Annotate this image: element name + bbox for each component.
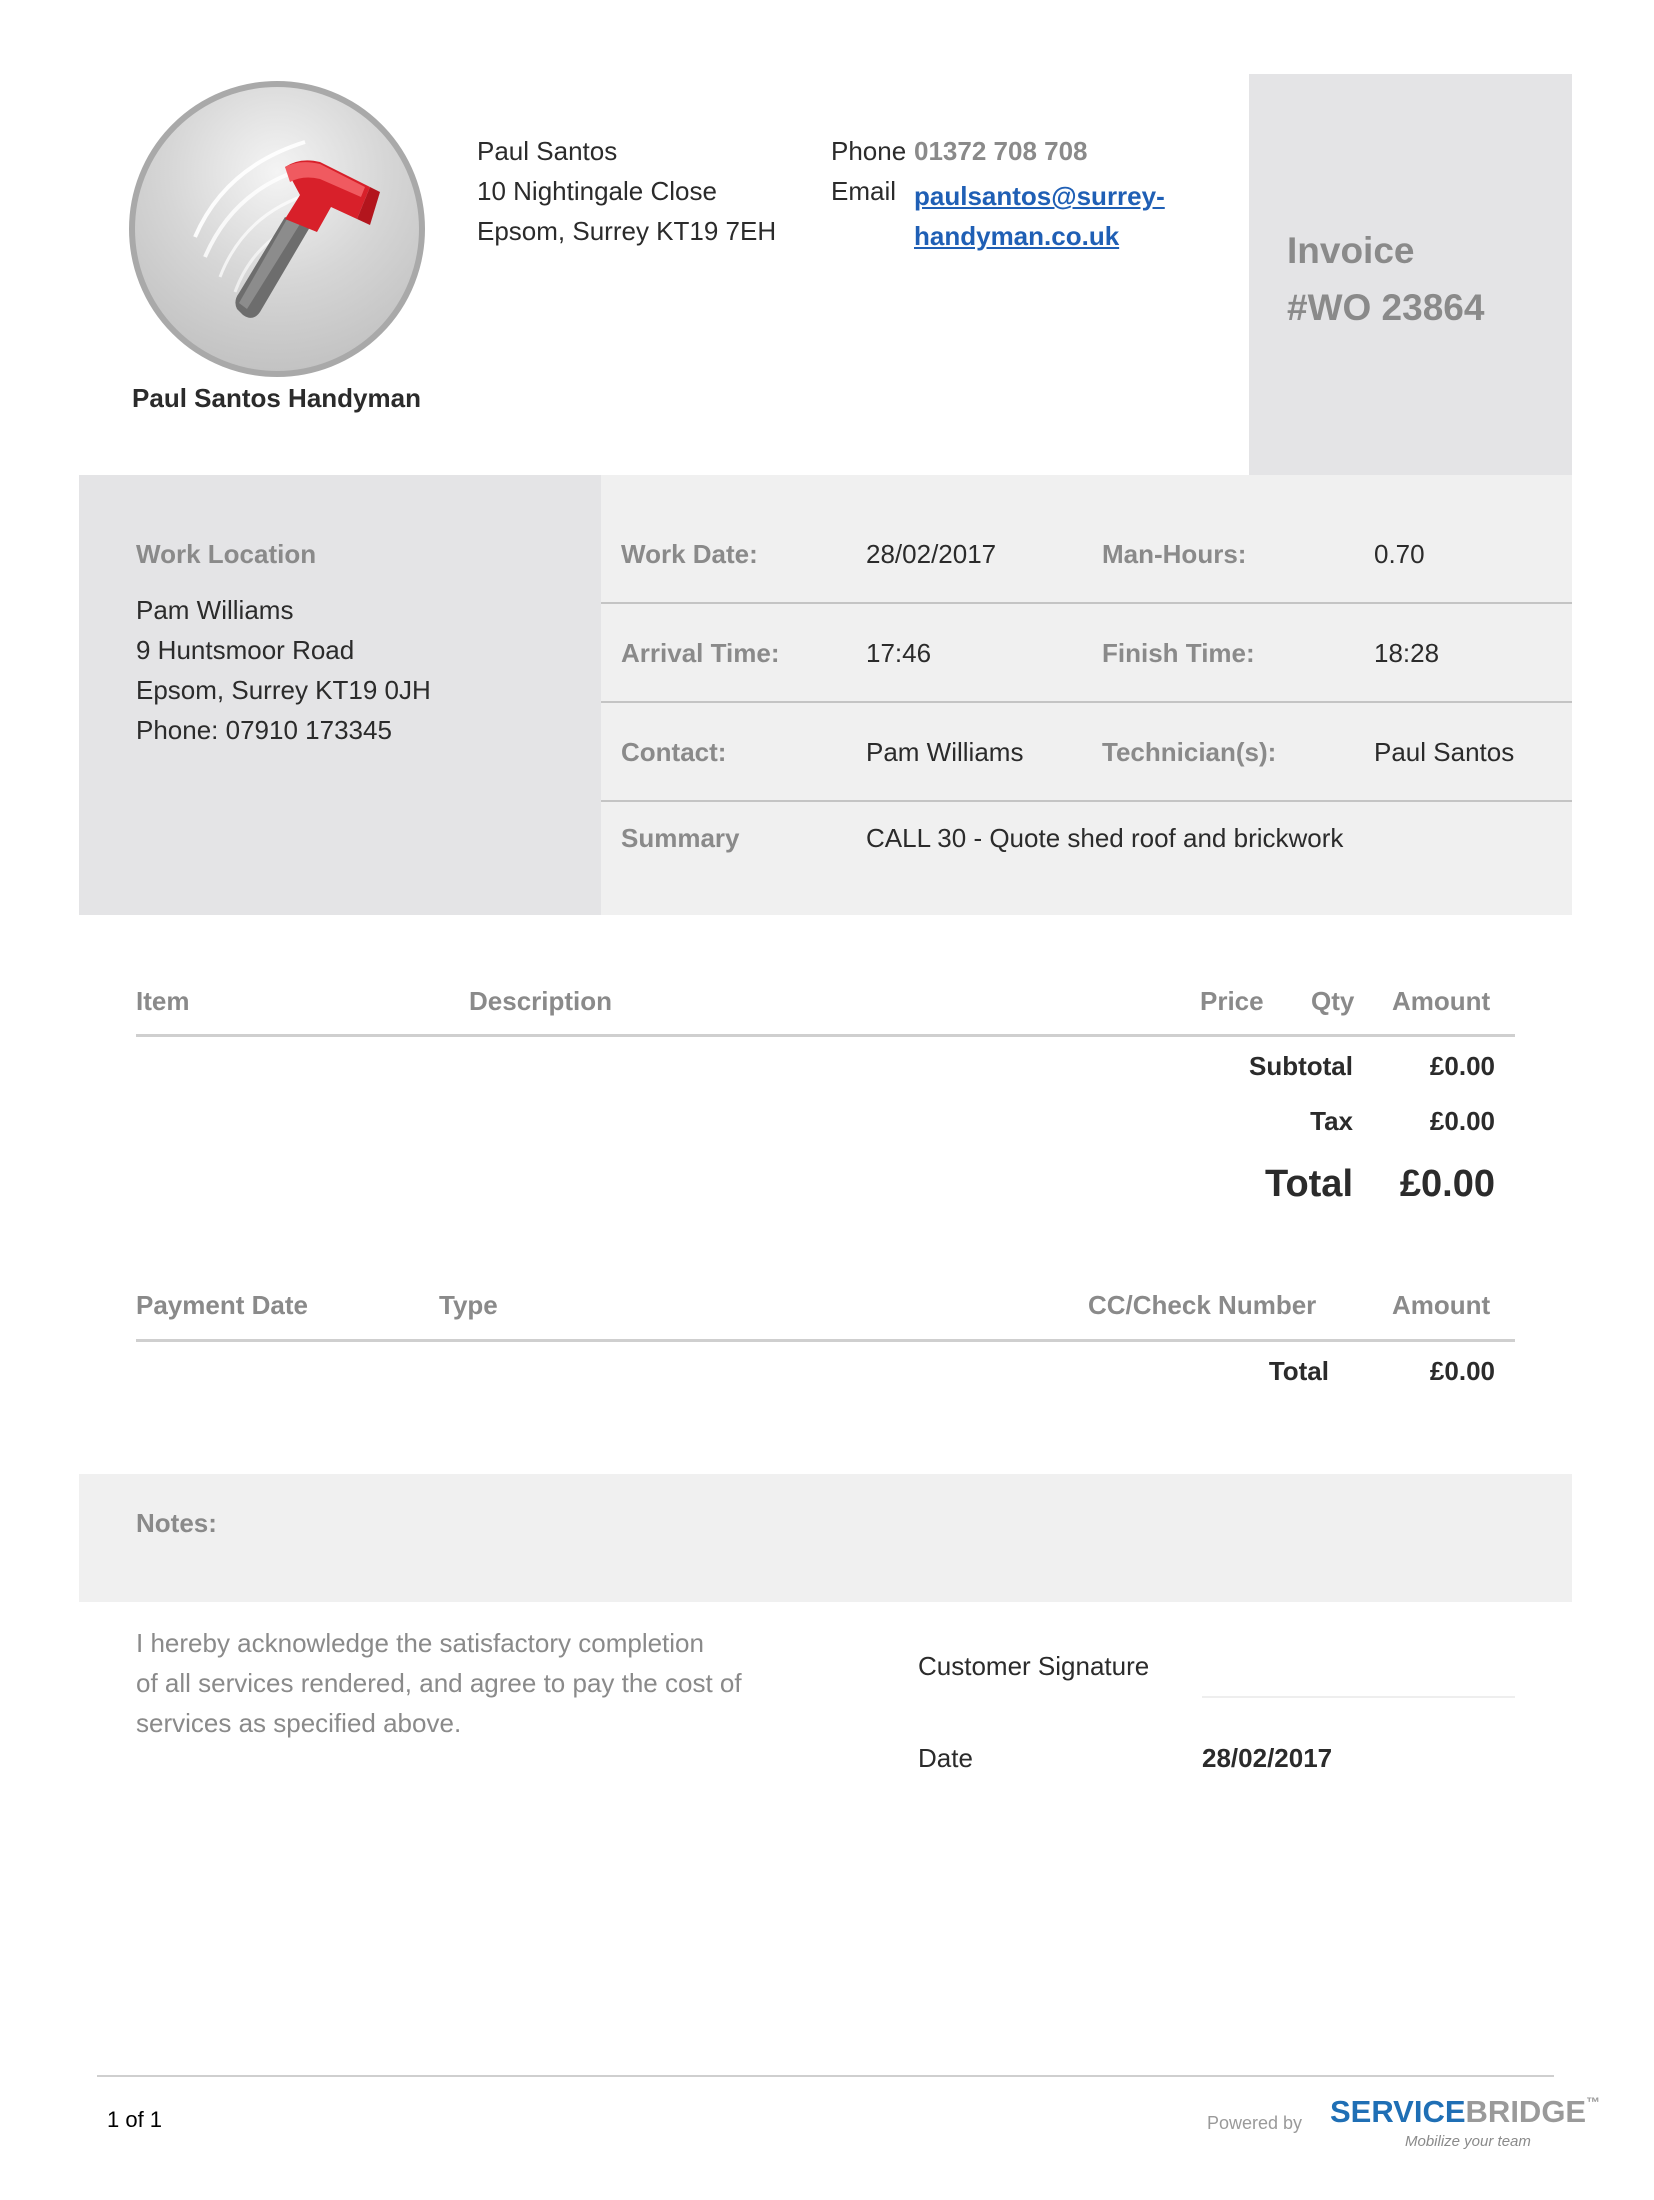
man-hours-label: Man-Hours: xyxy=(1102,539,1247,569)
payments-header-rule xyxy=(136,1339,1515,1342)
work-location-title: Work Location xyxy=(136,539,317,569)
acknowledgement-line-2: of all services rendered, and agree to pay the cost of xyxy=(136,1668,742,1698)
finish-time-value: 18:28 xyxy=(1374,638,1440,668)
acknowledgement-line-1: I hereby acknowledge the satisfactory completion xyxy=(136,1628,704,1658)
company-logo xyxy=(129,81,425,377)
items-header-qty: Qty xyxy=(1311,986,1355,1016)
brand-part-2: BRIDGE xyxy=(1465,2094,1587,2129)
email-line-2: handyman.co.uk xyxy=(914,221,1120,251)
man-hours-value: 0.70 xyxy=(1374,539,1425,569)
items-header-price: Price xyxy=(1200,986,1264,1016)
notes-label: Notes: xyxy=(136,1508,217,1538)
powered-by-label: Powered by xyxy=(1207,2113,1303,2133)
invoice-title-line-1: Invoice xyxy=(1287,230,1415,271)
payments-total-label: Total xyxy=(1268,1356,1329,1386)
phone-label: Phone xyxy=(831,136,907,166)
arrival-time-label: Arrival Time: xyxy=(621,638,780,668)
arrival-time-value: 17:46 xyxy=(866,638,932,668)
servicebridge-logo xyxy=(1330,2094,1600,2130)
row-divider xyxy=(601,701,1572,703)
company-name: Paul Santos Handyman xyxy=(132,383,421,413)
page-number: 1 of 1 xyxy=(107,2107,163,2132)
company-address-line-1: Paul Santos xyxy=(477,136,618,166)
payments-header-cc-number: CC/Check Number xyxy=(1088,1290,1317,1320)
technician-value: Paul Santos xyxy=(1374,737,1515,767)
row-divider xyxy=(601,800,1572,802)
work-location-panel xyxy=(79,475,601,915)
payments-header-date: Payment Date xyxy=(136,1290,308,1320)
work-location-line-3: Epsom, Surrey KT19 0JH xyxy=(136,675,431,705)
summary-value: CALL 30 - Quote shed roof and brickwork xyxy=(866,823,1344,853)
tax-value: £0.00 xyxy=(1429,1106,1495,1136)
work-details-panel xyxy=(601,475,1572,915)
work-date-value: 28/02/2017 xyxy=(866,539,997,569)
company-address-line-3: Epsom, Surrey KT19 7EH xyxy=(477,216,777,246)
notes-panel xyxy=(79,1474,1572,1602)
work-date-label: Work Date: xyxy=(621,539,758,569)
summary-label: Summary xyxy=(621,823,740,853)
work-location-line-4: Phone: 07910 173345 xyxy=(136,715,392,745)
row-divider xyxy=(601,602,1572,604)
brand-tagline: Mobilize your team xyxy=(1405,2133,1531,2150)
customer-signature-field[interactable] xyxy=(1202,1696,1515,1698)
brand-tm: ™ xyxy=(1586,2094,1601,2110)
invoice-title xyxy=(1287,222,1484,336)
email-line-1: paulsantos@surrey- xyxy=(914,181,1165,211)
items-header-description: Description xyxy=(469,986,613,1016)
email-label: Email xyxy=(831,176,897,206)
items-header-rule xyxy=(136,1034,1515,1037)
contact-label: Contact: xyxy=(621,737,727,767)
company-address-line-2: 10 Nightingale Close xyxy=(477,176,717,206)
acknowledgement-line-3: services as specified above. xyxy=(136,1708,462,1738)
work-location-line-1: Pam Williams xyxy=(136,595,294,625)
payments-header-amount: Amount xyxy=(1392,1290,1491,1320)
items-header-amount: Amount xyxy=(1392,986,1491,1016)
items-header-item: Item xyxy=(136,986,190,1016)
subtotal-label: Subtotal xyxy=(1249,1051,1353,1081)
signature-date-value: 28/02/2017 xyxy=(1202,1743,1333,1773)
work-location-line-2: 9 Huntsmoor Road xyxy=(136,635,355,665)
payments-total-value: £0.00 xyxy=(1429,1356,1495,1386)
hammer-icon xyxy=(135,87,419,371)
invoice-number: #WO 23864 xyxy=(1287,287,1485,328)
payments-header-type: Type xyxy=(439,1290,498,1320)
contact-value: Pam Williams xyxy=(866,737,1024,767)
acknowledgement-text xyxy=(136,1623,742,1743)
items-total-value: £0.00 xyxy=(1399,1163,1495,1205)
footer-rule xyxy=(97,2075,1554,2077)
items-total-label: Total xyxy=(1265,1163,1353,1205)
finish-time-label: Finish Time: xyxy=(1102,638,1255,668)
customer-signature-label: Customer Signature xyxy=(918,1651,1150,1681)
tax-label: Tax xyxy=(1310,1106,1353,1136)
date-label: Date xyxy=(918,1743,973,1773)
company-email-link[interactable] xyxy=(914,176,1214,256)
subtotal-value: £0.00 xyxy=(1429,1051,1495,1081)
technician-label: Technician(s): xyxy=(1102,737,1277,767)
brand-part-1: SERVICE xyxy=(1330,2094,1466,2129)
invoice-box xyxy=(1249,74,1572,475)
company-phone: 01372 708 708 xyxy=(914,136,1088,166)
